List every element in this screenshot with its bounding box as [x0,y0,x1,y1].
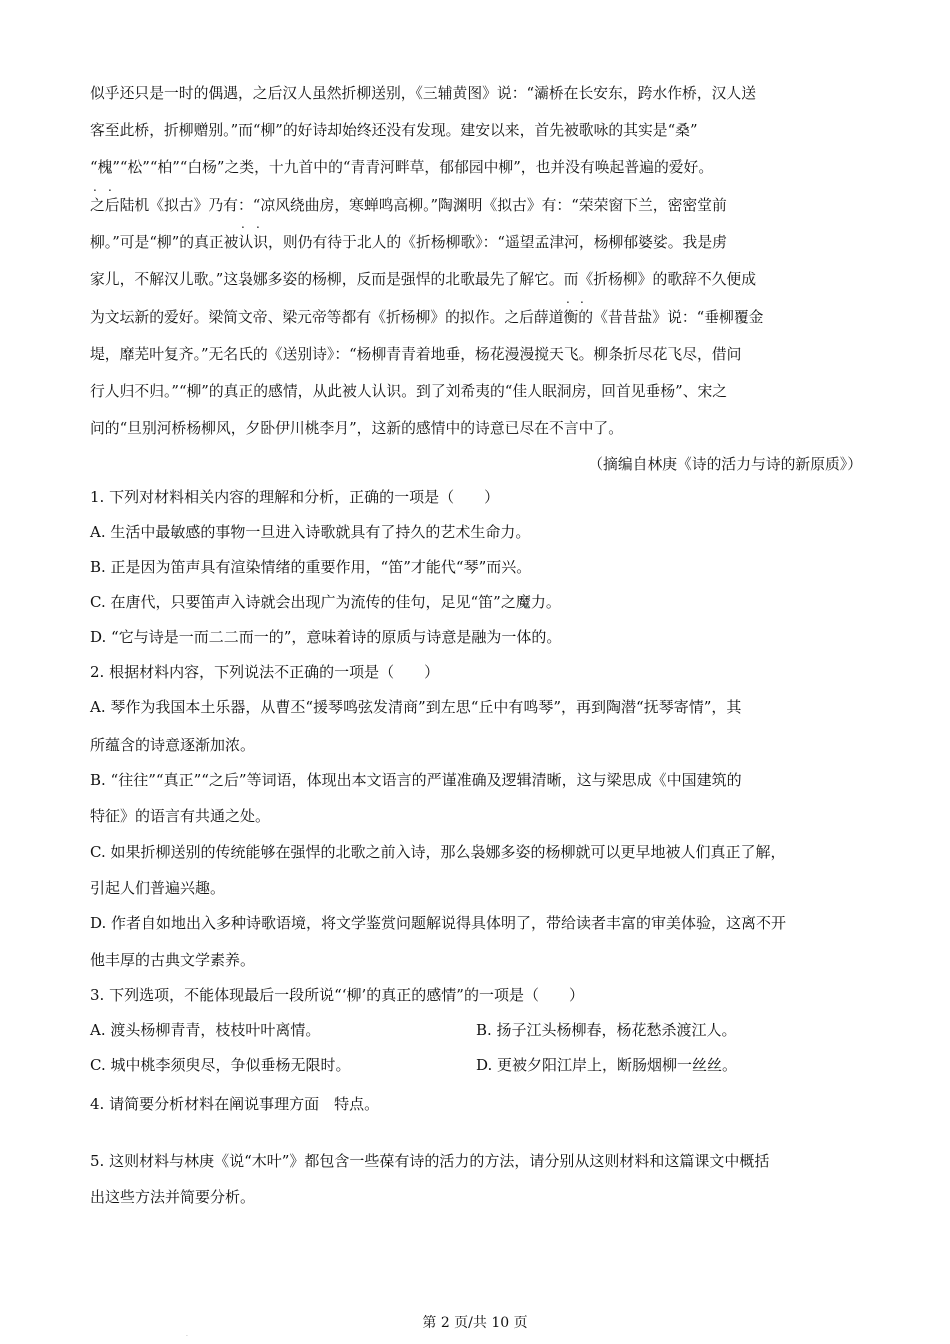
passage-line: 之后陆机《拟古》乃有：“凉风绕曲房，寒蝉鸣高柳。”陶渊明《拟古》有：“荣荣窗下兰，密密堂前 [90,197,727,214]
option-c: C. 如果折柳送别的传统能够在强悍的北歌之前入诗，那么袅娜多姿的杨柳就可以更早地被人们真正了解， [90,843,786,861]
option-d: D. 更被夕阳江岸上，断肠烟柳一丝丝。 [476,1056,738,1074]
emphasis-dot: . [108,180,112,194]
passage-line: 似乎还只是一时的偶遇，之后汉人虽然折柳送别，《三辅黄图》说：“灞桥在长安东，跨水作桥，汉人送 [90,85,757,102]
question-stem: 1. 下列对材料相关内容的理解和分析，正确的一项是（ ） [90,488,500,506]
option-a: A. 渡头杨柳青青，枝枝叶叶离情。 [90,1021,321,1039]
passage-line: 问的“旦别河桥杨柳风，夕卧伊川桃李月”，这新的感情中的诗意已尽在不言中了。 [90,420,624,437]
question-4: 4. 请简要分析材料在阐说事理方面 特点。 [90,1095,380,1113]
emphasis-dot: . [241,217,245,231]
option-b: B. “往往”“真正”“之后”等词语，体现出本文语言的严谨准确及逻辑清晰，这与梁思成《中国建筑的 [90,771,742,789]
option-c-continued: 引起人们普遍兴趣。 [90,879,226,897]
option-a: A. 琴作为我国本土乐器，从曹丕“援琴鸣弦发清商”到左思“丘中有鸣琴”，再到陶潜“抚琴寄情”，其 [90,698,742,716]
option-b: B. 正是因为笛声具有渲染情绪的重要作用，“笛”才能代“琴”而兴。 [90,558,532,576]
emphasis-dot: . [580,292,584,306]
option-b-continued: 特征》的语言有共通之处。 [90,807,271,825]
question-stem: 3. 下列选项，不能体现最后一段所说“‘柳’的真正的感情”的一项是（ ） [90,986,584,1004]
question-stem: 2. 根据材料内容，下列说法不正确的一项是（ ） [90,663,440,681]
option-b: B. 扬子江头杨柳春，杨花愁杀渡江人。 [476,1021,737,1039]
passage-line: 客至此桥，折柳赠别。”而“柳”的好诗却始终还没有发现。建安以来，首先被歌咏的其实是“桑” [90,122,698,139]
option-d-continued: 他丰厚的古典文学素养。 [90,951,256,969]
emphasis-dot: . [93,180,97,194]
option-d: D. 作者自如地出入多种诗歌语境，将文学鉴赏问题解说得具体明了，带给读者丰富的审美体验，这离不开 [90,914,787,932]
passage-source: （摘编自林庚《诗的活力与诗的新原质》） [588,456,862,473]
emphasis-dot: . [566,292,570,306]
emphasis-dot: . [256,217,260,231]
passage-line: 家儿，不解汉儿歌。”这袅娜多姿的杨柳，反而是强悍的北歌最先了解它。而《折杨柳》的歌辞不久便成 [90,271,757,288]
question-stem-continued: 出这些方法并简要分析。 [90,1188,256,1206]
option-a: A. 生活中最敏感的事物一旦进入诗歌就具有了持久的艺术生命力。 [90,523,531,541]
passage-line: 柳。”可是“柳”的真正被认识，则仍有待于北人的《折杨柳歌》：“遥望孟津河，杨柳郁婆娑。我是虏 [90,234,727,251]
question-stem: 5. 这则材料与林庚《说“木叶”》都包含一些葆有诗的活力的方法，请分别从这则材料和这篇课文中概括 [90,1152,770,1170]
option-d: D. “它与诗是一而二二而一的”，意味着诗的原质与诗意是融为一体的。 [90,628,562,646]
page-footer: 第 2 页/共 10 页 [422,1315,528,1331]
option-a-continued: 所蕴含的诗意逐渐加浓。 [90,736,256,754]
option-c: C. 在唐代，只要笛声入诗就会出现广为流传的佳句，足见“笛”之魔力。 [90,593,561,611]
passage-line: 为文坛新的爱好。梁简文帝、梁元帝等都有《折杨柳》的拟作。之后薛道衡的《昔昔盐》说：“垂柳覆金 [90,309,764,326]
passage-line: “槐”“松”“柏”“白杨”之类，十九首中的“青青河畔草，郁郁园中柳”，也并没有唤起普遍的爱好。 [90,159,714,176]
scan-mark: · [186,1333,188,1340]
passage-line: 行人归不归。”“柳”的真正的感情，从此被人认识。到了刘希夷的“佳人眠洞房，回首见垂杨”、宋之 [90,383,728,400]
passage-line: 堤，靡芜叶复齐。”无名氏的《送别诗》：“杨柳青青着地垂，杨花漫漫搅天飞。柳条折尽花飞尽，借问 [90,346,742,363]
option-c: C. 城中桃李须臾尽，争似垂杨无限时。 [90,1056,351,1074]
